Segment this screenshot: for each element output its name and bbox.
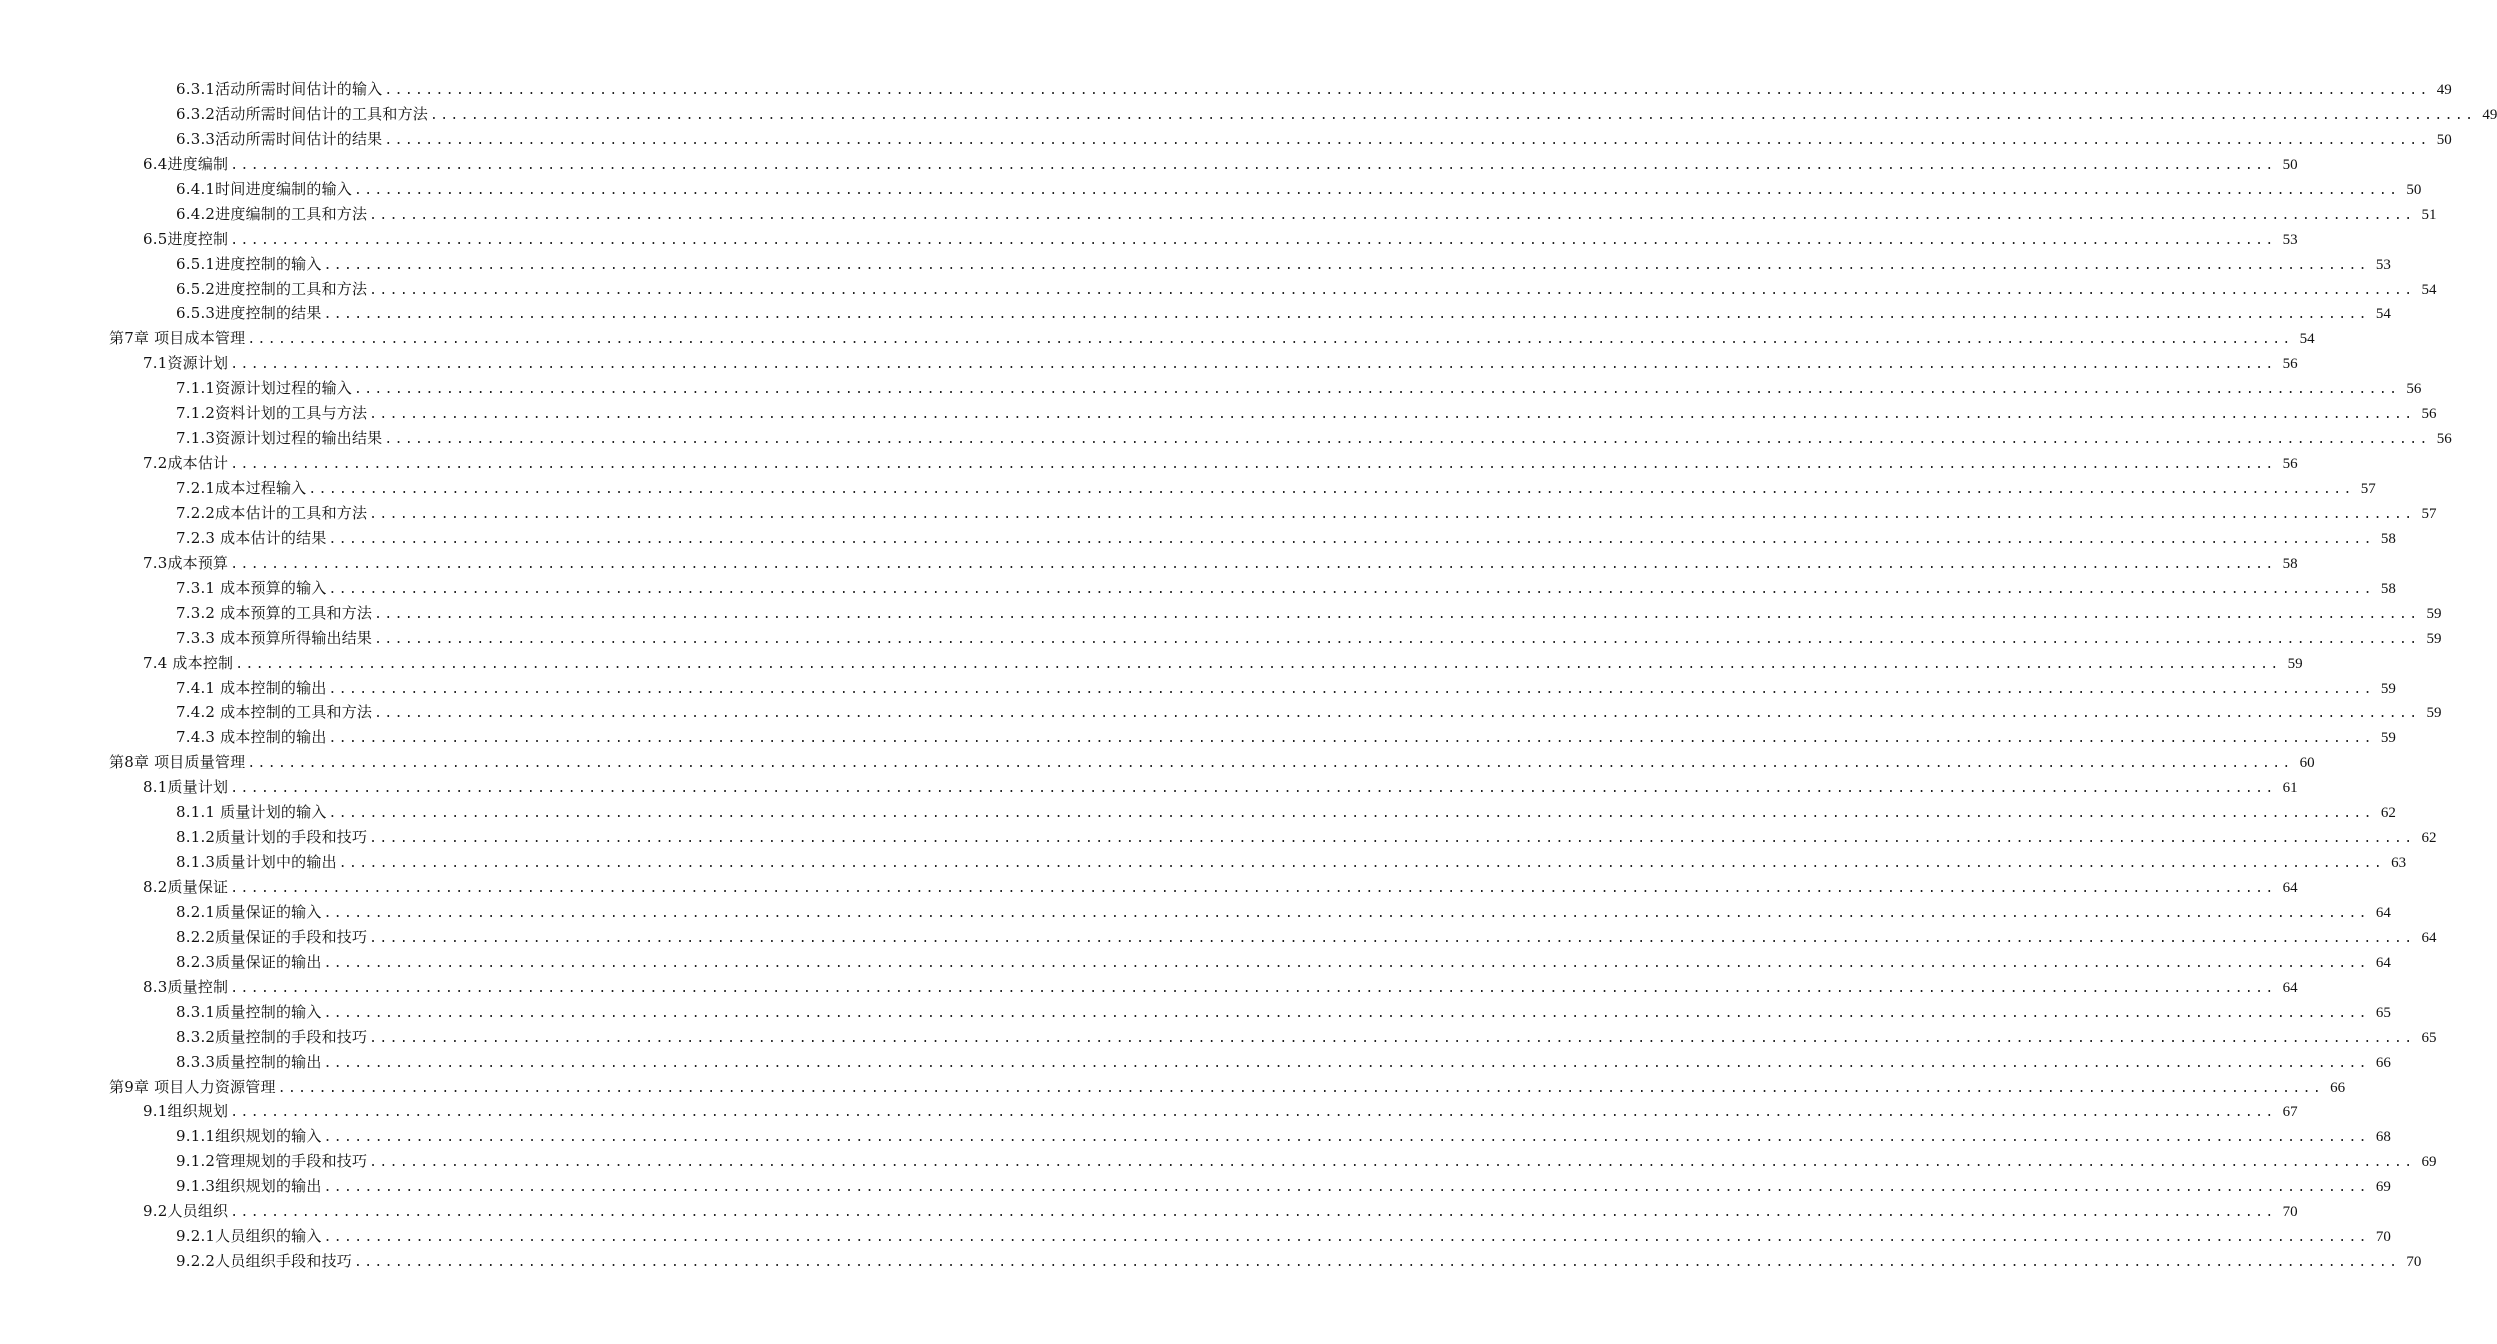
toc-entry-line — [176, 925, 2437, 952]
dot-leader: ........................................................................................................................................................................................................ — [277, 1080, 2324, 1096]
toc-entry-page-number: 62 — [2421, 830, 2437, 847]
toc-entry-line — [176, 850, 2407, 877]
toc-entry[interactable] — [0, 501, 2437, 526]
toc-entry-line — [176, 576, 2396, 603]
dot-leader: ........................................................................................................................................................................................................ — [429, 107, 2476, 123]
toc-entry-page-number: 64 — [2282, 880, 2298, 896]
toc-entry-title: 7.3成本预算 — [143, 553, 229, 572]
toc-entry-page-number: 70 — [2375, 1229, 2391, 1246]
toc-entry-page-number: 57 — [2360, 481, 2376, 497]
toc-entry[interactable] — [0, 775, 2298, 800]
toc-entry-line — [176, 725, 2396, 752]
toc-entry[interactable] — [0, 700, 2442, 725]
toc-entry-title: 8.2质量保证 — [143, 878, 229, 896]
toc-entry-title: 9.2.2人员组织手段和技巧 — [176, 1252, 352, 1271]
dot-leader: ........................................................................................................................................................................................................ — [235, 656, 2281, 672]
toc-entry-line — [109, 1075, 2346, 1102]
dot-leader: ........................................................................................................................................................................................................ — [369, 831, 2415, 847]
toc-entry-line — [143, 1099, 2298, 1126]
toc-entry-title: 7.2.1成本过程输入 — [176, 479, 307, 497]
toc-entry-title: 6.5进度控制 — [143, 229, 229, 248]
dot-leader: ........................................................................................................................................................................................................ — [369, 1155, 2415, 1171]
toc-entry-line — [176, 376, 2422, 403]
toc-entry[interactable] — [0, 1199, 2298, 1224]
toc-entry-line — [176, 301, 2391, 328]
toc-entry-line — [176, 626, 2442, 653]
toc-entry-title: 7.3.1 成本预算的输入 — [176, 578, 327, 597]
dot-leader: ........................................................................................................................................................................................................ — [328, 731, 2374, 747]
dot-leader: ........................................................................................................................................................................................................ — [369, 930, 2415, 946]
toc-entry-title: 6.5.2进度控制的工具和方法 — [176, 279, 368, 298]
dot-leader: ........................................................................................................................................................................................................ — [247, 756, 2293, 772]
toc-entry-line — [176, 1149, 2437, 1176]
toc-entry[interactable] — [0, 900, 2391, 925]
toc-entry-title: 第8章 项目质量管理 — [109, 753, 246, 772]
toc-entry-title: 8.1.3质量计划中的输出 — [176, 853, 337, 872]
dot-leader: ........................................................................................................................................................................................................ — [369, 1030, 2415, 1046]
toc-entry-page-number: 54 — [2299, 331, 2315, 348]
toc-entry-page-number: 59 — [2426, 630, 2442, 647]
toc-entry-page-number: 50 — [2406, 181, 2422, 198]
toc-entry-title: 第9章 项目人力资源管理 — [109, 1077, 276, 1096]
dot-leader: ........................................................................................................................................................................................................ — [323, 1005, 2369, 1021]
toc-entry-line — [143, 975, 2298, 1002]
toc-entry-title: 6.5.3进度控制的结果 — [176, 304, 322, 323]
dot-leader: ........................................................................................................................................................................................................ — [230, 357, 2276, 373]
toc-entry[interactable] — [0, 925, 2437, 950]
toc-entry-title: 7.1.2资料计划的工具与方法 — [176, 404, 368, 423]
dot-leader: ........................................................................................................................................................................................................ — [369, 506, 2415, 522]
dot-leader: ........................................................................................................................................................................................................ — [369, 407, 2415, 423]
toc-entry-title: 8.1.1 质量计划的输入 — [176, 803, 327, 822]
toc-entry-title: 7.2.2成本估计的工具和方法 — [176, 503, 368, 522]
toc-entry-title: 7.4.2 成本控制的工具和方法 — [176, 703, 373, 722]
toc-entry-title: 6.3.1活动所需时间估计的输入 — [176, 80, 383, 98]
toc-entry-line — [109, 750, 2315, 777]
dot-leader: ........................................................................................................................................................................................................ — [384, 83, 2430, 98]
toc-entry-page-number: 64 — [2375, 904, 2391, 921]
dot-leader: ........................................................................................................................................................................................................ — [323, 955, 2369, 971]
toc-entry-line — [176, 601, 2442, 628]
toc-entry-line — [176, 1124, 2391, 1151]
dot-leader: ........................................................................................................................................................................................................ — [247, 332, 2293, 348]
toc-entry-page-number: 69 — [2421, 1154, 2437, 1171]
toc-entry-title: 7.1.3资源计划过程的输出结果 — [176, 429, 383, 448]
toc-entry-page-number: 56 — [2282, 456, 2298, 473]
toc-entry-title: 9.1组织规划 — [143, 1102, 229, 1121]
toc-entry[interactable] — [0, 1000, 2391, 1025]
toc-entry-line — [176, 700, 2442, 727]
toc-entry-line — [176, 1174, 2391, 1201]
toc-entry-title: 7.3.3 成本预算所得输出结果 — [176, 628, 373, 647]
toc-entry[interactable] — [0, 476, 2376, 501]
toc-entry-page-number: 50 — [2282, 156, 2298, 173]
toc-entry-line — [176, 77, 2452, 104]
toc-entry-title: 6.3.3活动所需时间估计的结果 — [176, 129, 383, 148]
toc-entry-line — [143, 875, 2298, 902]
toc-entry-title: 8.3.1质量控制的输入 — [176, 1002, 322, 1021]
dot-leader: ........................................................................................................................................................................................................ — [308, 482, 2354, 497]
toc-entry-title: 6.5.1进度控制的输入 — [176, 254, 322, 273]
toc-entry-title: 8.2.3质量保证的输出 — [176, 952, 322, 971]
toc-entry[interactable] — [0, 252, 2391, 277]
toc-entry-page-number: 58 — [2380, 530, 2396, 547]
toc-entry-page-number: 66 — [2375, 1054, 2391, 1071]
toc-entry[interactable] — [0, 526, 2396, 551]
toc-entry-title: 8.3质量控制 — [143, 977, 229, 996]
toc-entry-line — [143, 551, 2298, 578]
toc-entry[interactable] — [0, 202, 2437, 227]
dot-leader: ........................................................................................................................................................................................................ — [323, 1180, 2369, 1196]
toc-entry[interactable] — [0, 1075, 2346, 1100]
toc-entry-title: 6.4进度编制 — [143, 154, 229, 173]
toc-entry[interactable] — [0, 426, 2452, 451]
toc-entry-title: 6.4.1时间进度编制的输入 — [176, 179, 352, 198]
toc-entry-title: 8.3.3质量控制的输出 — [176, 1052, 322, 1071]
toc-entry-title: 9.1.3组织规划的输出 — [176, 1177, 322, 1196]
toc-entry-title: 9.1.2管理规划的手段和技巧 — [176, 1152, 368, 1171]
toc-entry-line — [176, 1000, 2391, 1027]
toc-entry-page-number: 59 — [2380, 730, 2396, 747]
toc-entry-page-number: 64 — [2375, 954, 2391, 971]
table-of-contents — [0, 77, 2497, 1274]
toc-entry[interactable] — [0, 1050, 2391, 1075]
toc-entry[interactable] — [0, 601, 2442, 626]
dot-leader: ........................................................................................................................................................................................................ — [323, 257, 2369, 273]
toc-entry-line — [176, 127, 2452, 154]
toc-entry[interactable] — [0, 875, 2298, 900]
dot-leader: ........................................................................................................................................................................................................ — [323, 1130, 2369, 1146]
toc-entry[interactable] — [0, 326, 2315, 351]
toc-entry[interactable] — [0, 77, 2452, 102]
dot-leader: ........................................................................................................................................................................................................ — [353, 382, 2400, 398]
toc-entry[interactable] — [0, 177, 2422, 202]
toc-entry-page-number: 53 — [2375, 256, 2391, 273]
toc-entry-page-number: 56 — [2406, 381, 2422, 398]
toc-entry-page-number: 58 — [2282, 555, 2298, 572]
toc-entry-page-number: 59 — [2287, 655, 2303, 672]
toc-entry-line — [176, 426, 2452, 453]
toc-entry-line — [176, 1025, 2437, 1052]
dot-leader: ........................................................................................................................................................................................................ — [384, 132, 2430, 148]
dot-leader: ........................................................................................................................................................................................................ — [230, 881, 2276, 896]
toc-entry-page-number: 50 — [2436, 131, 2452, 148]
dot-leader: ........................................................................................................................................................................................................ — [374, 631, 2420, 647]
toc-entry-title: 8.2.2质量保证的手段和技巧 — [176, 927, 368, 946]
dot-leader: ........................................................................................................................................................................................................ — [369, 207, 2415, 223]
toc-entry-page-number: 53 — [2282, 231, 2298, 248]
toc-entry-line — [176, 177, 2422, 204]
dot-leader: ........................................................................................................................................................................................................ — [230, 157, 2276, 173]
toc-entry-title: 9.2.1人员组织的输入 — [176, 1227, 322, 1246]
toc-entry-page-number: 54 — [2421, 281, 2437, 298]
toc-entry-page-number: 65 — [2421, 1029, 2437, 1046]
dot-leader: ........................................................................................................................................................................................................ — [323, 1230, 2369, 1246]
dot-leader: ........................................................................................................................................................................................................ — [328, 531, 2374, 547]
toc-entry-title: 7.3.2 成本预算的工具和方法 — [176, 603, 373, 622]
toc-entry-line — [176, 277, 2437, 304]
toc-entry-title: 7.4.1 成本控制的输出 — [176, 678, 327, 697]
toc-entry[interactable] — [0, 1099, 2298, 1124]
toc-entry-title: 9.1.1组织规划的输入 — [176, 1127, 322, 1146]
toc-entry-page-number: 58 — [2380, 580, 2396, 597]
toc-entry[interactable] — [0, 451, 2298, 476]
toc-entry-page-number: 70 — [2282, 1204, 2298, 1221]
toc-entry[interactable] — [0, 850, 2407, 875]
toc-entry-line — [143, 775, 2298, 802]
toc-entry-page-number: 49 — [2482, 106, 2497, 123]
toc-entry[interactable] — [0, 1025, 2437, 1050]
toc-entry[interactable] — [0, 975, 2298, 1000]
dot-leader: ........................................................................................................................................................................................................ — [230, 232, 2276, 248]
toc-entry[interactable] — [0, 401, 2437, 426]
toc-entry-title: 8.3.2质量控制的手段和技巧 — [176, 1027, 368, 1046]
toc-entry-line — [143, 451, 2298, 478]
dot-leader: ........................................................................................................................................................................................................ — [230, 781, 2276, 797]
toc-entry-page-number: 63 — [2391, 855, 2407, 872]
toc-entry-page-number: 59 — [2426, 705, 2442, 722]
toc-entry-title: 6.3.2活动所需时间估计的工具和方法 — [176, 104, 428, 123]
toc-entry-page-number: 56 — [2436, 431, 2452, 448]
toc-entry-page-number: 70 — [2406, 1254, 2422, 1271]
toc-entry-line — [143, 1199, 2298, 1226]
toc-entry-page-number: 56 — [2421, 406, 2437, 423]
toc-entry-line — [176, 401, 2437, 428]
toc-entry-title: 第7章 项目成本管理 — [109, 329, 246, 348]
toc-entry-line — [176, 800, 2396, 827]
toc-entry[interactable] — [0, 725, 2396, 750]
dot-leader: ........................................................................................................................................................................................................ — [369, 282, 2415, 298]
toc-entry[interactable] — [0, 301, 2391, 326]
toc-entry-line — [176, 1224, 2391, 1251]
toc-entry-title: 8.1质量计划 — [143, 778, 229, 797]
toc-entry[interactable] — [0, 1174, 2391, 1199]
dot-leader: ........................................................................................................................................................................................................ — [374, 606, 2420, 622]
dot-leader: ........................................................................................................................................................................................................ — [374, 706, 2420, 722]
toc-entry-page-number: 51 — [2421, 206, 2437, 223]
toc-entry-page-number: 66 — [2330, 1079, 2346, 1096]
toc-entry[interactable] — [0, 950, 2391, 975]
toc-entry-line — [143, 351, 2298, 378]
toc-entry[interactable] — [0, 152, 2298, 177]
toc-entry[interactable] — [0, 1149, 2437, 1174]
toc-entry-page-number: 67 — [2282, 1104, 2298, 1121]
toc-entry-line — [176, 825, 2437, 852]
toc-entry-page-number: 68 — [2375, 1129, 2391, 1146]
toc-entry-line — [176, 202, 2437, 229]
dot-leader: ........................................................................................................................................................................................................ — [353, 182, 2400, 198]
toc-entry[interactable] — [0, 102, 2497, 127]
toc-entry[interactable] — [0, 551, 2298, 576]
toc-entry[interactable] — [0, 227, 2298, 252]
toc-entry[interactable] — [0, 351, 2298, 376]
dot-leader: ........................................................................................................................................................................................................ — [323, 307, 2369, 323]
toc-entry-page-number: 59 — [2380, 680, 2396, 697]
toc-entry-page-number: 64 — [2421, 929, 2437, 946]
toc-entry-line — [143, 152, 2298, 179]
toc-entry-line — [176, 252, 2391, 279]
toc-entry[interactable] — [0, 1124, 2391, 1149]
dot-leader: ........................................................................................................................................................................................................ — [328, 806, 2374, 822]
toc-entry-line — [143, 227, 2298, 254]
toc-entry-title: 7.4.3 成本控制的输出 — [176, 728, 327, 747]
dot-leader: ........................................................................................................................................................................................................ — [323, 905, 2369, 921]
toc-entry-page-number: 60 — [2299, 755, 2315, 772]
dot-leader: ........................................................................................................................................................................................................ — [230, 457, 2276, 473]
dot-leader: ........................................................................................................................................................................................................ — [328, 681, 2374, 697]
toc-entry[interactable] — [0, 626, 2442, 651]
toc-entry[interactable] — [0, 127, 2452, 152]
toc-entry[interactable] — [0, 1224, 2391, 1249]
toc-entry[interactable] — [0, 750, 2315, 775]
toc-entry-title: 7.1.1资源计划过程的输入 — [176, 379, 352, 398]
dot-leader: ........................................................................................................................................................................................................ — [323, 1055, 2369, 1071]
toc-entry-title: 8.1.2质量计划的手段和技巧 — [176, 828, 368, 847]
dot-leader: ........................................................................................................................................................................................................ — [353, 1255, 2400, 1271]
toc-entry-line — [176, 526, 2396, 553]
toc-entry[interactable] — [0, 800, 2396, 825]
dot-leader: ........................................................................................................................................................................................................ — [338, 856, 2385, 872]
toc-entry-page-number: 62 — [2380, 805, 2396, 822]
toc-entry-line — [143, 651, 2303, 678]
dot-leader: ........................................................................................................................................................................................................ — [230, 980, 2276, 996]
toc-entry[interactable] — [0, 376, 2422, 401]
dot-leader: ........................................................................................................................................................................................................ — [328, 581, 2374, 597]
toc-entry-page-number: 49 — [2436, 82, 2452, 98]
toc-entry-title: 9.2人员组织 — [143, 1202, 229, 1221]
toc-entry[interactable] — [0, 1249, 2422, 1274]
toc-entry-title: 7.4 成本控制 — [143, 653, 234, 672]
toc-entry-line — [176, 102, 2497, 129]
toc-entry-page-number: 61 — [2282, 780, 2298, 797]
toc-entry-line — [176, 676, 2396, 703]
toc-entry-line — [176, 1050, 2391, 1077]
toc-entry-title: 7.1资源计划 — [143, 354, 229, 373]
toc-entry-page-number: 64 — [2282, 979, 2298, 996]
toc-entry[interactable] — [0, 825, 2437, 850]
toc-entry-line — [176, 900, 2391, 927]
toc-entry[interactable] — [0, 277, 2437, 302]
toc-entry-line — [109, 326, 2315, 353]
toc-entry-page-number: 65 — [2375, 1004, 2391, 1021]
toc-entry[interactable] — [0, 651, 2303, 676]
toc-entry[interactable] — [0, 576, 2396, 601]
toc-entry-line — [176, 1249, 2422, 1276]
toc-entry-title: 8.2.1质量保证的输入 — [176, 902, 322, 921]
dot-leader: ........................................................................................................................................................................................................ — [230, 556, 2276, 572]
toc-entry-line — [176, 501, 2437, 528]
toc-entry-title: 6.4.2进度编制的工具和方法 — [176, 204, 368, 223]
toc-entry-line — [176, 950, 2391, 977]
toc-entry[interactable] — [0, 676, 2396, 701]
toc-entry-page-number: 54 — [2375, 306, 2391, 323]
dot-leader: ........................................................................................................................................................................................................ — [230, 1105, 2276, 1121]
dot-leader: ........................................................................................................................................................................................................ — [230, 1205, 2276, 1221]
toc-entry-title: 7.2.3 成本估计的结果 — [176, 528, 327, 547]
toc-entry-page-number: 69 — [2375, 1179, 2391, 1196]
toc-entry-title: 7.2成本估计 — [143, 454, 229, 473]
toc-entry-page-number: 59 — [2426, 605, 2442, 622]
toc-entry-page-number: 57 — [2421, 505, 2437, 522]
dot-leader: ........................................................................................................................................................................................................ — [384, 432, 2430, 448]
toc-entry-line — [176, 476, 2376, 503]
toc-entry-page-number: 56 — [2282, 356, 2298, 373]
